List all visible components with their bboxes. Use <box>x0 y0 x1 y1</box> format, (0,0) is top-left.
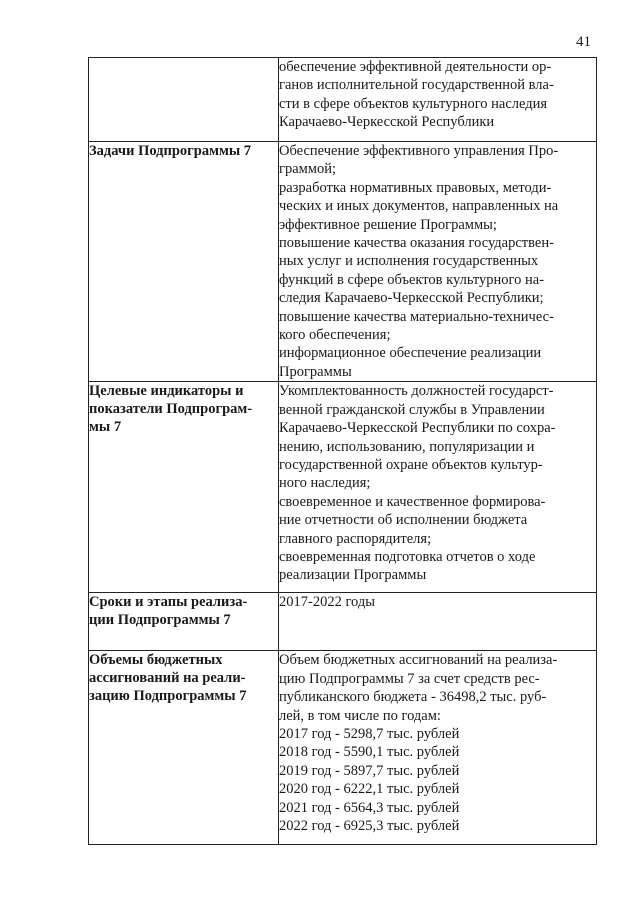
content-line: обеспечение эффективной деятельности ор- <box>279 59 552 75</box>
row-label-cell <box>89 593 279 651</box>
content-line: повышение качества оказания государствен- <box>279 235 554 252</box>
row-label-cell <box>89 651 279 845</box>
table-row <box>89 142 597 382</box>
content-line: 2018 год - 5590,1 тыс. рублей <box>279 744 460 761</box>
content-line: венной гражданской службы в Управлении <box>279 401 545 418</box>
row-content-cell <box>279 382 597 593</box>
row-content-cell <box>279 142 597 382</box>
content-line: 2021 год - 6564,3 тыс. рублей <box>279 799 460 816</box>
row-label-line: показатели Подпрограм- <box>89 401 253 418</box>
content-line: государственной охране объектов культур- <box>279 456 543 473</box>
table-row <box>89 58 597 142</box>
row-label-line: ассигнований на реали- <box>89 670 246 687</box>
row-label-line: мы 7 <box>89 419 122 436</box>
content-line: кого обеспечения; <box>279 327 391 344</box>
row-label-cell <box>89 382 279 593</box>
content-line: реализации Программы <box>279 567 427 584</box>
row-content-cell <box>279 593 597 651</box>
content-line: повышение качества материально-техничес- <box>279 308 554 325</box>
content-line: граммой; <box>279 161 337 178</box>
content-line: главного распорядителя; <box>279 530 432 547</box>
program-passport-table <box>88 57 597 845</box>
content-line: ческих и иных документов, направленных на <box>279 198 559 215</box>
row-content-cell <box>279 58 597 142</box>
page-number: 41 <box>576 34 591 50</box>
content-line: Карачаево-Черкесской Республики <box>279 114 495 131</box>
content-line: лей, в том числе по годам: <box>279 707 441 724</box>
content-line: нению, использованию, популяризации и <box>279 438 535 455</box>
row-label-line: ции Подпрограммы 7 <box>89 612 231 629</box>
content-line: цию Подпрограммы 7 за счет средств рес- <box>279 670 540 687</box>
content-line: Карачаево-Черкесской Республики по сохра- <box>279 420 556 437</box>
row-label-line: Объемы бюджетных <box>89 652 223 669</box>
content-line: ние отчетности об исполнении бюджета <box>279 512 528 529</box>
content-line: 2022 год - 6925,3 тыс. рублей <box>279 817 460 834</box>
content-line: ных услуг и исполнения государственных <box>279 253 539 270</box>
content-line: ного наследия; <box>279 475 371 492</box>
content-line: 2017 год - 5298,7 тыс. рублей <box>279 725 460 742</box>
content-line: разработка нормативных правовых, методи- <box>279 179 552 196</box>
content-line: 2017-2022 годы <box>279 594 375 611</box>
content-line: сти в сфере объектов культурного наследия <box>279 95 548 112</box>
row-label-line: Целевые индикаторы и <box>89 383 244 400</box>
row-label-line: Сроки и этапы реализа- <box>89 594 248 611</box>
row-label-cell <box>89 58 279 142</box>
content-line: функций в сфере объектов культурного на- <box>279 271 545 288</box>
content-line: 2019 год - 5897,7 тыс. рублей <box>279 762 460 779</box>
table-row <box>89 382 597 593</box>
row-label-cell <box>89 142 279 382</box>
row-content-cell <box>279 651 597 845</box>
table-row <box>89 593 597 651</box>
content-line: своевременная подготовка отчетов о ходе <box>279 548 536 565</box>
content-line: Объем бюджетных ассигнований на реализа- <box>279 652 558 669</box>
content-line: Обеспечение эффективного управления Про- <box>279 143 559 159</box>
content-line: своевременное и качественное формирова- <box>279 493 546 510</box>
content-line: Укомплектованность должностей государст- <box>279 383 554 400</box>
content-line: Программы <box>279 363 352 380</box>
content-line: ганов исполнительной государственной вла- <box>279 77 554 94</box>
content-line: следия Карачаево-Черкесской Республики; <box>279 290 544 307</box>
content-line: эффективное решение Программы; <box>279 216 497 233</box>
content-line: публиканского бюджета - 36498,2 тыс. руб- <box>279 689 547 706</box>
row-label-line: Задачи Подпрограммы 7 <box>89 143 252 159</box>
content-line: информационное обеспечение реализации <box>279 345 542 362</box>
row-label-line: зацию Подпрограммы 7 <box>89 688 247 705</box>
content-line: 2020 год - 6222,1 тыс. рублей <box>279 781 460 798</box>
table-row <box>89 651 597 845</box>
